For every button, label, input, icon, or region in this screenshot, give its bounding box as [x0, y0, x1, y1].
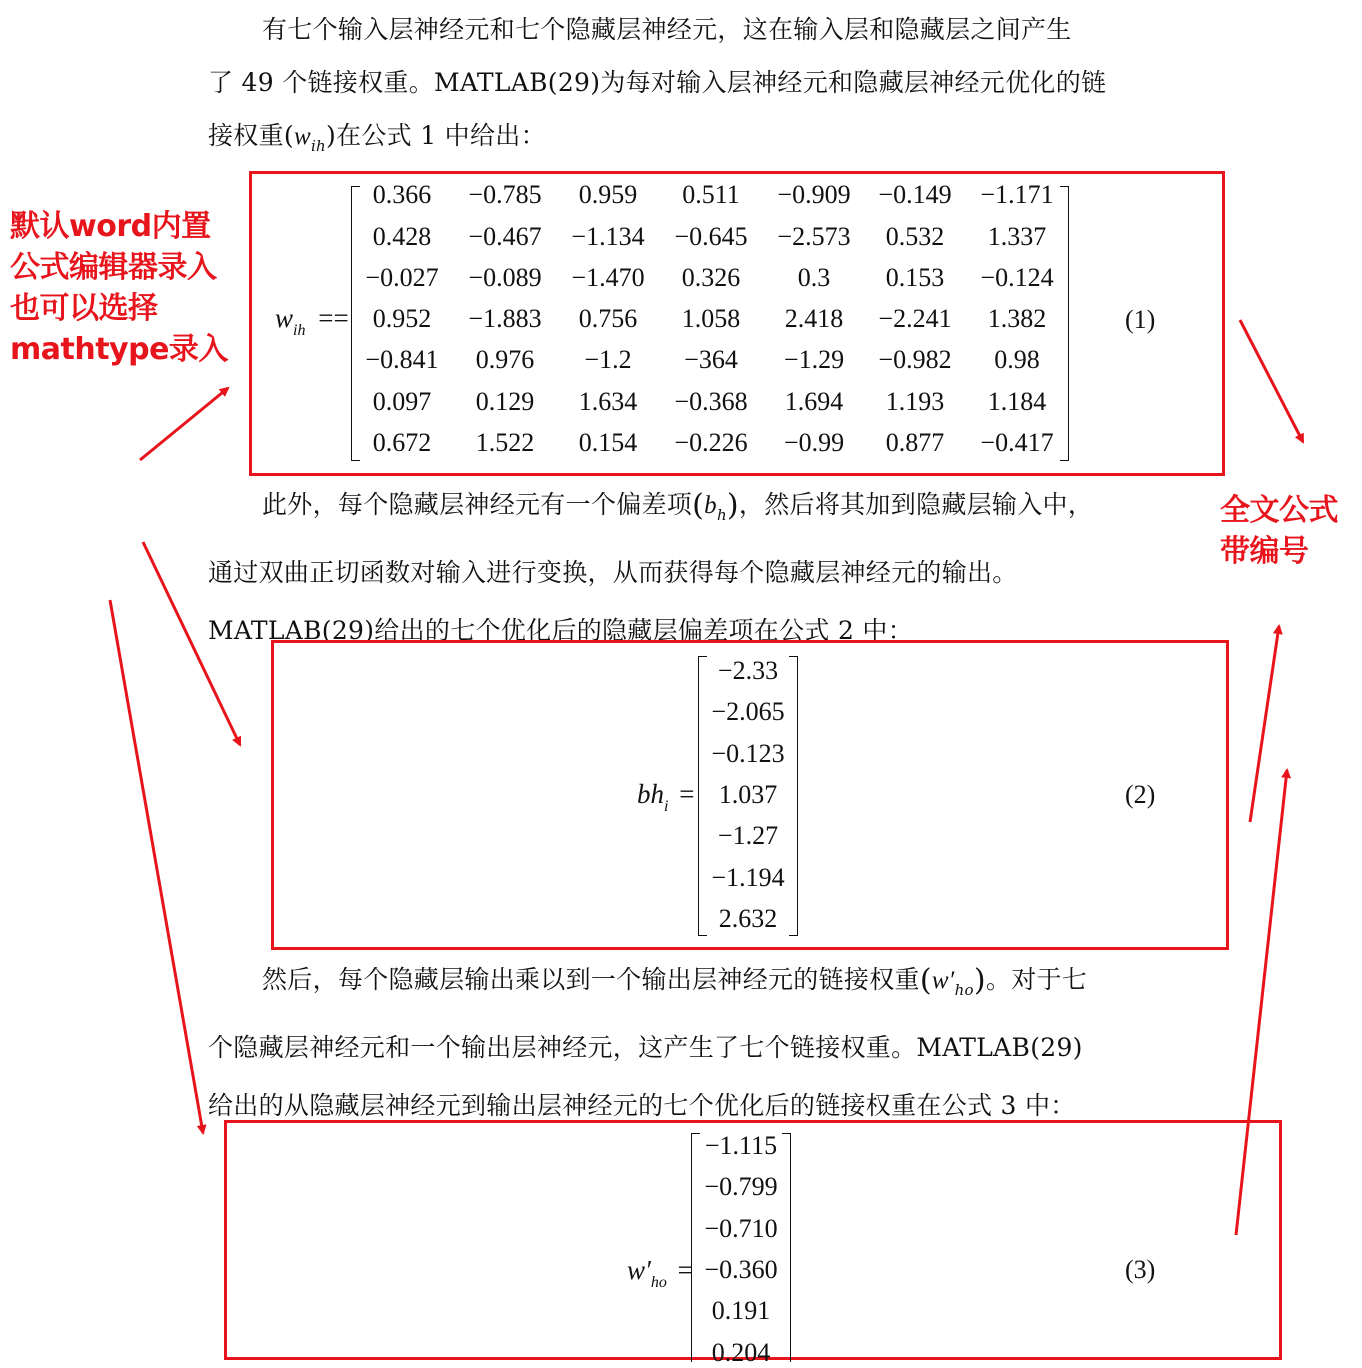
equation-1-eq-sign: ==	[318, 303, 349, 333]
matrix-1-cell: 1.382	[987, 304, 1047, 333]
vector-3-cell: −1.115	[704, 1131, 778, 1160]
vector-3-cell: −0.360	[704, 1254, 778, 1284]
matrix-1-cell: 0.511	[682, 180, 740, 209]
equation-3-right-bracket	[782, 1133, 791, 1362]
matrix-1-cell: 1.193	[885, 387, 945, 416]
right-annotation-line-2: 带编号	[1220, 534, 1309, 569]
matrix-1-cell: 0.952	[372, 304, 432, 333]
equation-3-lhs-var: w′	[627, 1255, 651, 1285]
matrix-1-cell: 0.428	[372, 222, 432, 251]
paragraph-1-line-3-before: 接权重(	[208, 121, 294, 150]
vector-2-cell: −2.065	[711, 697, 785, 727]
equation-3-eq-sign: =	[677, 1255, 693, 1285]
paragraph-3-line-2: 个隐藏层神经元和一个输出层神经元，这产生了七个链接权重。MATLAB(29)	[208, 1033, 1083, 1062]
equation-1-lhs	[275, 303, 349, 340]
paragraph-2-line-1	[208, 476, 1163, 544]
matrix-1-cell: −0.027	[365, 263, 439, 292]
matrix-1-cell: −1.171	[980, 180, 1054, 209]
vector-3-cell: 0.204	[711, 1337, 771, 1367]
matrix-1-cell: −0.149	[878, 180, 952, 209]
matrix-1-cell: −0.909	[777, 180, 851, 209]
equation-2-lhs-var: bh	[637, 779, 664, 809]
matrix-1-cell: 1.058	[681, 304, 741, 333]
equation-2-lhs	[637, 779, 694, 816]
paragraph-3-line-1-after: 。对于七	[985, 965, 1088, 994]
paragraph-2-line-3: MATLAB(29)给出的七个优化后的隐藏层偏差项在公式 2 中：	[208, 616, 914, 645]
left-annotation-line-2: 公式编辑器录入	[10, 250, 217, 285]
matrix-1-cell: −0.982	[878, 345, 952, 374]
paragraph-1	[208, 3, 1163, 173]
matrix-1-cell: 0.756	[578, 304, 638, 333]
paragraph-1-line-2: 了 49 个链接权重。MATLAB(29)为每对输入层神经元和隐藏层神经元优化的链	[208, 68, 1107, 97]
matrix-1-cell: −0.417	[980, 428, 1054, 457]
paragraph-2-line-1-before: 此外，每个隐藏层神经元有一个偏差项	[262, 490, 693, 519]
equation-1-lhs-var: w	[275, 303, 294, 333]
paragraph-1-line-3-after: )在公式 1 中给出：	[326, 121, 546, 150]
matrix-1-cell: 1.522	[475, 428, 535, 457]
vector-3-cell: −0.710	[704, 1213, 778, 1243]
matrix-1-cell: −1.470	[571, 263, 645, 292]
inline-sub-h: h	[716, 506, 727, 524]
matrix-1-cell: −1.134	[571, 222, 645, 251]
matrix-1-cell: −2.241	[878, 304, 952, 333]
matrix-1-cell: −0.785	[468, 180, 542, 209]
paragraph-2	[208, 476, 1163, 660]
right-annotation-line-1: 全文公式	[1220, 493, 1338, 528]
inline-var-w-prime: w′	[931, 967, 955, 994]
matrix-1-cell: 0.326	[681, 263, 741, 292]
inline-sub-ho: ho	[954, 981, 974, 999]
inline-var-w: w	[293, 123, 311, 150]
matrix-1-cell: 0.532	[885, 222, 945, 251]
arrow-to-label1	[1240, 320, 1303, 442]
equation-3-lhs-sub: ho	[650, 1274, 667, 1291]
paren-close-2: )	[973, 963, 986, 998]
equation-2-lhs-sub: i	[664, 798, 669, 815]
inline-sub-ih: ih	[310, 137, 327, 155]
paragraph-3-line-3: 给出的从隐藏层神经元到输出层神经元的七个优化后的链接权重在公式 3 中：	[208, 1091, 1076, 1120]
paragraph-3-line-1	[208, 951, 1163, 1019]
paragraph-3-line-1-before: 然后，每个隐藏层输出乘以到一个输出层神经元的链接权重	[262, 965, 920, 994]
paren-open: (	[692, 488, 705, 523]
vector-2-cell: 1.037	[718, 779, 778, 809]
matrix-1-cell: 0.672	[372, 428, 432, 457]
left-annotation-line-4: mathtype录入	[10, 332, 228, 367]
matrix-1-cell: 0.366	[372, 180, 432, 209]
matrix-1-cell: 0.3	[797, 263, 831, 292]
vector-2-cell: −0.123	[711, 738, 785, 768]
matrix-1-cell: 0.097	[372, 387, 432, 416]
right-annotation	[1220, 490, 1338, 572]
paragraph-2-line-2: 通过双曲正切函数对输入进行变换，从而获得每个隐藏层神经元的输出。	[208, 558, 1018, 587]
equation-3-left-bracket	[691, 1133, 700, 1362]
matrix-1-cell: 1.634	[578, 387, 638, 416]
matrix-1-cell: −0.226	[674, 428, 748, 457]
vector-3-cell: −0.799	[704, 1172, 778, 1202]
equation-1-lhs-sub: ih	[293, 322, 306, 339]
equation-3-lhs	[627, 1255, 693, 1292]
paren-close: )	[726, 488, 739, 523]
matrix-1-cell: 0.959	[578, 180, 638, 209]
matrix-1-cell: −0.645	[674, 222, 748, 251]
matrix-1-cell: 0.154	[578, 428, 638, 457]
matrix-1-cell: 1.694	[784, 387, 844, 416]
matrix-1-cell: −0.368	[674, 387, 748, 416]
matrix-1-cell: −1.883	[468, 304, 542, 333]
equation-2-label: (2)	[1125, 780, 1156, 809]
arrow-to-eq1	[140, 388, 228, 460]
arrow-to-eq3	[110, 600, 203, 1133]
matrix-1-cell: 0.153	[885, 263, 945, 292]
matrix-1-cell: −1.29	[783, 345, 845, 374]
vector-2-cell: −2.33	[717, 656, 779, 685]
matrix-1-cell: −0.99	[783, 428, 845, 457]
left-annotation-line-1: 默认word内置	[10, 209, 211, 244]
matrix-1-cell: −0.124	[980, 263, 1054, 292]
left-annotation-line-3: 也可以选择	[10, 291, 158, 326]
matrix-1-cell: −0.089	[468, 263, 542, 292]
vector-3-cell: 0.191	[711, 1296, 771, 1326]
matrix-1-cell: −0.841	[365, 345, 439, 374]
inline-var-b: b	[704, 492, 717, 519]
paragraph-2-line-1-after: ，然后将其加到隐藏层输入中，	[738, 490, 1094, 519]
matrix-1-cell: 2.418	[784, 304, 844, 333]
arrow-to-label2	[1250, 626, 1279, 822]
equation-3-label: (3)	[1125, 1255, 1156, 1284]
equation-1-label: (1)	[1125, 305, 1156, 334]
matrix-1-cell: 1.337	[987, 222, 1047, 251]
left-annotation	[10, 206, 228, 370]
matrix-1-cell: 0.129	[475, 387, 535, 416]
paragraph-1-line-3	[208, 109, 1163, 173]
matrix-1-cell: −364	[684, 345, 738, 374]
paragraph-3	[208, 951, 1163, 1135]
matrix-1-cell: 0.877	[885, 428, 945, 457]
matrix-1-cell: 1.184	[987, 387, 1047, 416]
matrix-1-cell: −0.467	[468, 222, 542, 251]
vector-2-cell: −1.194	[711, 862, 785, 892]
equation-2-eq-sign: =	[679, 779, 695, 809]
paragraph-1-line-1: 有七个输入层神经元和七个隐藏层神经元，这在输入层和隐藏层之间产生	[262, 15, 1072, 44]
vector-2-cell: 2.632	[718, 903, 778, 933]
matrix-1-cell: 0.976	[475, 345, 535, 374]
matrix-1-cell: −2.573	[777, 222, 851, 251]
matrix-1-cell: 0.98	[994, 345, 1040, 374]
paren-open-2: (	[919, 963, 932, 998]
vector-2-cell: −1.27	[717, 821, 779, 851]
matrix-1-cell: −1.2	[584, 345, 632, 374]
